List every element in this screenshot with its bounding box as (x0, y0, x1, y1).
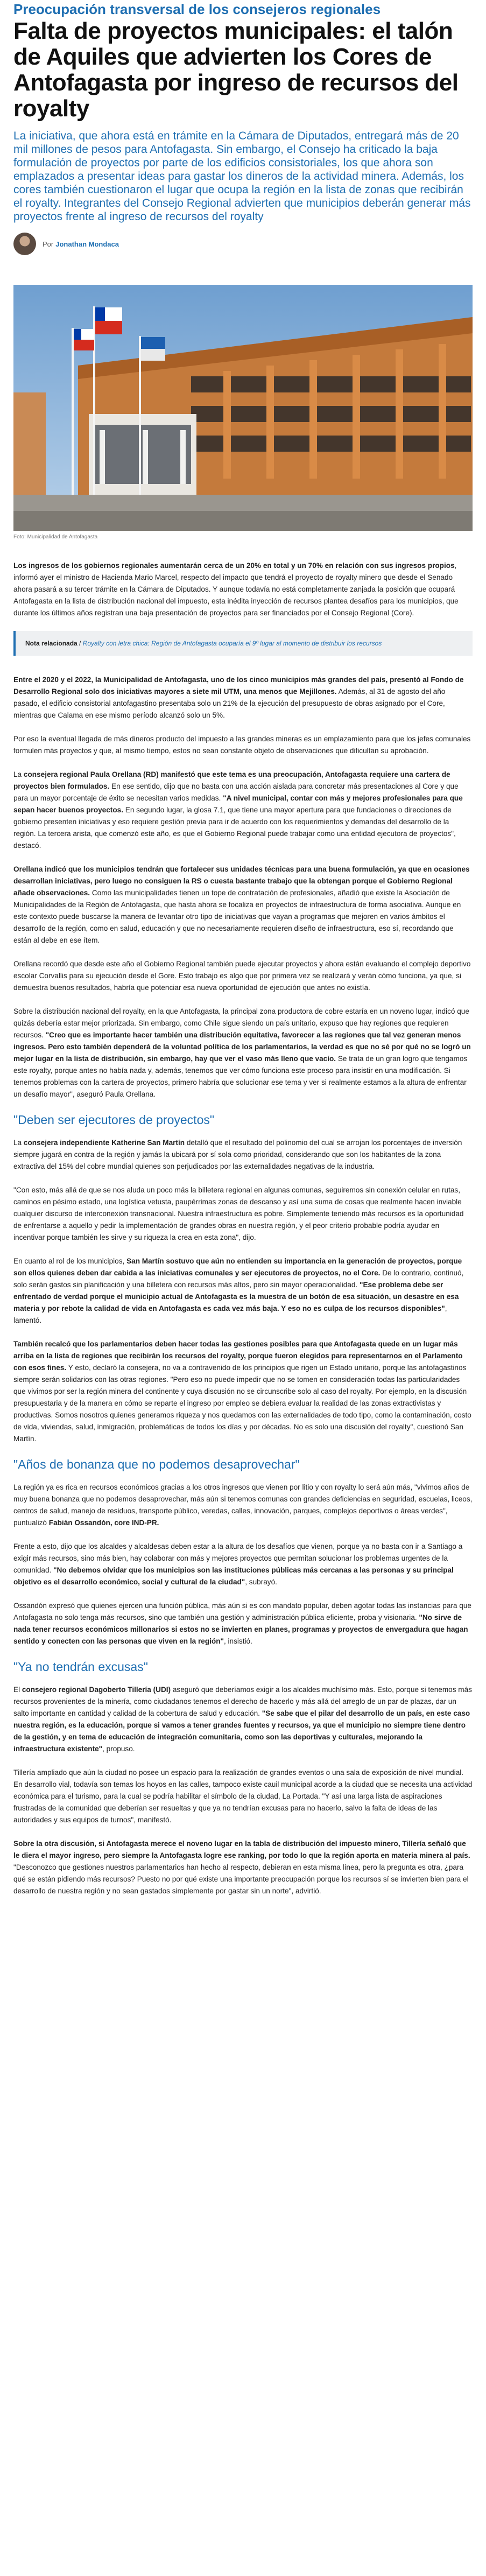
paragraph: Tillería ampliado que aún la ciudad no posee un espacio para la realización de grandes eventos o una sala de exposición de nivel mundial. En desarrollo vial, todavía son temas los hoyos en las calles, tampoco existe cauil municipal acorde a la ciudad que se necesita una actividad económica para el turismo, para la cual se podría habilitar el símbolo de la ciudad, La Portada. "Y así una larga lista de aspiraciones frustradas de la comunidad que deberían ser resueltas y que ya no tendrían excusas para no hacerlo, salvo la falta de ideas de las autoridades y sus equipos de turnos", manifestó. (13, 1768, 473, 1824)
paragraph: Ossandón expresó que quienes ejercen una función pública, más aún si es con mandato popular, deben agotar todas las instancias para que Antofagasta no solo tenga más recursos, sino que también una gestión y administración pública eficiente, proba y visionaria. "No sirve de nada tener recursos económicos millonarios si estos no se invierten en planes, programas y proyectos de envergadura que hagan sentido y conecten con las personas que viven en la región", insistió. (13, 1602, 471, 1645)
paragraph: Orellana recordó que desde este año el Gobierno Regional también puede ejecutar proyectos y ahora están evaluando el complejo deportivo escolar Corvallis para su ejecución desde el Gore. Esto trabajo es algo que por primera vez se realizará y verán cómo funciona, ya que, si demuestra buenos resultados, habría que potenciar esa nueva oportunidad de ejecución que antes no existía. (13, 960, 471, 992)
section-heading: "Deben ser ejecutores de proyectos" (13, 1113, 215, 1127)
article-title: Falta de proyectos municipales: el talón de Aquiles que advierten los Cores de Antofagasta por ingreso de recursos del royalty (13, 18, 459, 122)
paragraph: También recalcó que los parlamentarios deben hacer todas las gestiones posibles para que Antofagasta quede en un lugar más arriba en la lista de regiones que recibirán los recursos del royalty, porque fueron elegidos para representarnos en el Parlamento con esos fines. Y esto, declaró la consejera, no va a contravenido de los principios que rigen un Estado unitario, porque las antofagastinos siempre serán solidarios con las otras regiones. "Pero eso no puede impedir que no se tomen en consideración todas las particularidades que vivimos por ser la región minera del continente y cuya discusión no se circunscribe solo al caso del royalty. Por ejemplo, en la discusión presupuestaria y de la manera en cómo se reparte el ingreso por empleo se debiera evaluar la realidad de las zonas extractivistas y productivas. Somos nosotros quienes generamos riqueza y nos quedamos con las externalidades de todo tipo, como la contaminación, costo de vida, viviendas, salud, inmigración, problemáticas de todos los días y por décadas. No es solo una discusión del royalty", cuestionó San Martín. (13, 1340, 471, 1443)
article-lead: La iniciativa, que ahora está en trámite en la Cámara de Diputados, entregará más de 20 mil millones de pesos para Antofagasta. Sin embargo, el Consejo ha criticado la baja formulación de proyectos por parte de los edificios consistoriales, los que ahora son emplazados a presentar ideas para gastar los dineros de la actividad minera. Además, los cores también cuestionaron el lugar que ocupa la región en la lista de zonas que recibirán el royalty. Integrantes del Consejo Regional advierten que municipios deberán generar más proyectos frente al ingreso de recursos del royalty (13, 130, 471, 223)
article-body (13, 560, 473, 1897)
paragraph: Sobre la distribución nacional del royalty, en la que Antofagasta, la principal zona productora de cobre estaría en un noveno lugar, indicó que quizás debería estar mejor priorizada. Sin embargo, como Chile sigue siendo un país unitario, expuso que hay regiones que requieren recursos. "Creo que es importante hacer también una distribución equitativa, favorecer a las regiones que tal vez generan menos ingresos. Pero esto también dependerá de la voluntad política de los parlamentarios, la verdad es que no sé por qué no se logró un mejor lugar en la lista de distribución, sin embargo, hay que ver el vaso más lleno que vacío. Se trata de un gran logro que tengamos este royalty, porque antes no había nada y, además, tenemos que ver cómo funciona este proceso para insistir en una modificación. Si tenemos problemas con la cartera de proyectos, primero habría que solucionar ese tema y ver si realmente estamos a la altura de enfrentar un desafío mayor", aseguró Paula Orellana. (13, 1007, 471, 1098)
author-name-link[interactable]: Jonathan Mondaca (55, 240, 119, 248)
paragraph: Orellana indicó que los municipios tendrán que fortalecer sus unidades técnicas para una buena formulación, ya que en ocasiones desarrollan iniciativas, pero luego no consiguen la RS o cuesta bastante trabajo que la obtengan porque el Gobierno Regional añade observaciones. Como las municipalidades tienen un tope de contratación de profesionales, añadió que existe la Asociación de Municipalidades de la Región de Antofagasta, que hasta ahora se focaliza en proyectos de infraestructura de forma asociativa. Aunque en este contexto puede buscarse la manera de levantar otro tipo de iniciativas que vayan a programas que mejoren en varios ámbitos el desarrollo de la región, como en salud, educación y que no necesariamente requieren diseño de infraestructura, eso sí, recordando que están al debe en ese ítem. (13, 865, 470, 944)
article-kicker: Preocupación transversal de los consejeros regionales (13, 1, 381, 17)
photo-caption: Foto: Municipalidad de Antofagasta (13, 534, 98, 540)
paragraph: La región ya es rica en recursos económicos gracias a los otros ingresos que vienen por litio y con royalty lo será aún más, "vivimos años de muy buena bonanza que no podemos desaprovechar, más aún si tenemos comunas con grandes deficiencias en seguridad, escuelas, liceos, centros de salud, manejo de residuos, transporte público, veredas, calles, innovación, parques, complejos deportivos o áreas verdes", puntualizó Fabián Ossandón, core IND-PR. (13, 1483, 473, 1527)
paragraph: Entre el 2020 y el 2022, la Municipalidad de Antofagasta, uno de los cinco municipios más grandes del país, presentó al Fondo de Desarrollo Regional solo dos iniciativas mayores a siete mil UTM, una menos que Mejillones. Además, al 31 de agosto del año pasado, el edificio consistorial antofagastino presentaba solo un 21% de la ejecución del presupuesto de obras asignado por el Core, mientras que Calama en ese mismo período alcanzó solo un 5%. (13, 676, 464, 719)
related-note-link[interactable]: Royalty con letra chica: Región de Antofagasta ocuparía el 9º lugar al momento de distribuir los recursos (82, 640, 382, 647)
paragraph: En cuanto al rol de los municipios, San Martín sostuvo que aún no entienden su importancia en la generación de proyectos, porque son ellos quienes deben dar cabida a las iniciativas comunales y ser ejecutores de proyectos, no el Core. De lo contrario, continuó, solo serán gastos sin planificación y una billetera con recursos más altos, pero sin mayor operacionalidad. "Ese problema debe ser enfrentado de verdad porque el municipio actual de Antofagasta es la muestra de un botón de esa situación, un desastre en esa materia y por rebote la calidad de vida en Antofagasta es cada vez más baja. Y eso no es culpa de los recursos disponibles", lamentó. (13, 1257, 464, 1324)
paragraph: Los ingresos de los gobiernos regionales aumentarán cerca de un 20% en total y un 70% en relación con sus ingresos propios, informó ayer el ministro de Hacienda Mario Marcel, respecto del impacto que tendrá el proyecto de royalty minero que desde el Senado ahora pasará a su tercer trámite en la Cámara de Diputados. Y aunque todavía no está completamente zanjada la posición que ocupará Antofagasta en la lista de distribución nacional del impuesto, esta inédita inyección de recursos plantea desafíos para los municipios, que durante los últimos años registran una baja presentación de proyectos para ser financiados por el Consejo Regional (Core). (13, 561, 459, 617)
paragraph: La consejera independiente Katherine San Martín detalló que el resultado del polinomio del cual se arrojan los porcentajes de inversión siempre jugará en contra de la región y jamás la ubicará por sí sola como prioridad, considerando que son los habitantes de la zona extractiva del 15% del cobre mundial quienes son perjudicados por las externalidades negativas de la industria. (13, 1139, 462, 1170)
author-avatar (13, 233, 36, 255)
paragraph: Por eso la eventual llegada de más dineros producto del impuesto a las grandes mineras es un emplazamiento para que los jefes comunales formulen más proyectos y que, al mismo tiempo, estos no sean constante objeto de observaciones que dificultan su aprobación. (13, 735, 471, 755)
article-photo (13, 285, 473, 531)
related-note-label: Nota relacionada (25, 640, 78, 647)
paragraph: "Con esto, más allá de que se nos aluda un poco más la billetera regional en algunas comunas, seguiremos sin conexión celular en rutas, caminos en pésimo estado, una logística vetusta, paupérrimas zonas de descanso y así una suma de cosas que realmente hacen inviable cualquier discurso de interconexión transnacional. Nuestra infraestructura es pobre. Simplemente teniendo más recursos es la oportunidad de enfrentarse a aquello y pedir la implementación de grandes obras en nuestra región, y el peor criterio probable podría ayudar en incentivar porque también les sirve y su riqueza la crea en esta zona", dijo. (13, 1186, 464, 1241)
author-prefix: Por (43, 240, 54, 248)
author-block (13, 231, 473, 257)
section-heading: "Ya no tendrán excusas" (13, 1660, 148, 1674)
related-note: Nota relacionada / Royalty con letra chica: Región de Antofagasta ocuparía el 9º lugar al momento de distribuir los recursos (13, 631, 473, 656)
section-heading: "Años de bonanza que no podemos desaprovechar" (13, 1457, 300, 1471)
paragraph: La consejera regional Paula Orellana (RD) manifestó que este tema es una preocupación, Antofagasta requiere una cartera de proyectos bien formulados. En ese sentido, dijo que no basta con una acción aislada para concretar más presentaciones al Core y que para un mayor porcentaje de éxito se necesitan varios medidas. "A nivel municipal, contar con más y mejores profesionales para que sepan hacer buenos proyectos. En segundo lugar, la glosa 7.1, que tiene una mayor apertura para que fundaciones o direcciones de gobierno presenten iniciativas y eso requiere gestión previa para ir de acuerdo con los requerimientos y demandas del desarrollo de la región. La tercera arista, que comenzó este año, es que el Gobierno Regional puede trabajar como una entidad ejecutora de proyectos", destacó. (13, 770, 463, 850)
paragraph: Frente a esto, dijo que los alcaldes y alcaldesas deben estar a la altura de los desafíos que vienen, porque ya no basta con ir a Santiago a exigir más recursos, sino más bien, hay colaborar con más y mejores proyectos que permitan solucionar los problemas urgentes de la comunidad. "No debemos olvidar que los municipios son las instituciones públicas más cercanas a las personas y su principal objetivo es el desarrollo económico, social y cultural de la ciudad", subrayó. (13, 1542, 463, 1586)
paragraph: Sobre la otra discusión, si Antofagasta merece el noveno lugar en la tabla de distribución del impuesto minero, Tillería señaló que le diera el mayor ingreso, pero siempre la Antofagasta logre ese ranking, por todo lo que la región aporta en materia minera al país. "Desconozco que gestiones nuestros parlamentarios han hecho al respecto, debieran en esta misma línea, pero la pregunta es otra, ¿para qué se están pidiendo más recursos? Puesto no por qué existe una importante preocupación porque los recursos sí se invierten bien para el desarrollo de nuestra región y no sean gastados simplemente por gastar sin un norte", advirtió. (13, 1840, 470, 1895)
municipal-building-image (13, 285, 473, 531)
paragraph: El consejero regional Dagoberto Tillería (UDI) aseguró que deberíamos exigir a los alcaldes muchísimo más. Esto, porque si tenemos más recursos provenientes de la minería, como ciudadanos tenemos el derecho de hacerlo y más allá del arreglo de un par de plazas, dar un salto importante en cantidad y calidad de la cobertura de salud y educación. "Se sabe que el pilar del desarrollo de un país, en este caso nuestra región, es la educación, porque si vamos a tener grandes fuentes y recursos, ya que el municipio no siempre tiene dentro de la gestión, y en tema de educación de integración comunitaria, como son las deportivas y culturales, mejorando la infraestructura existente", propuso. (13, 1686, 472, 1753)
